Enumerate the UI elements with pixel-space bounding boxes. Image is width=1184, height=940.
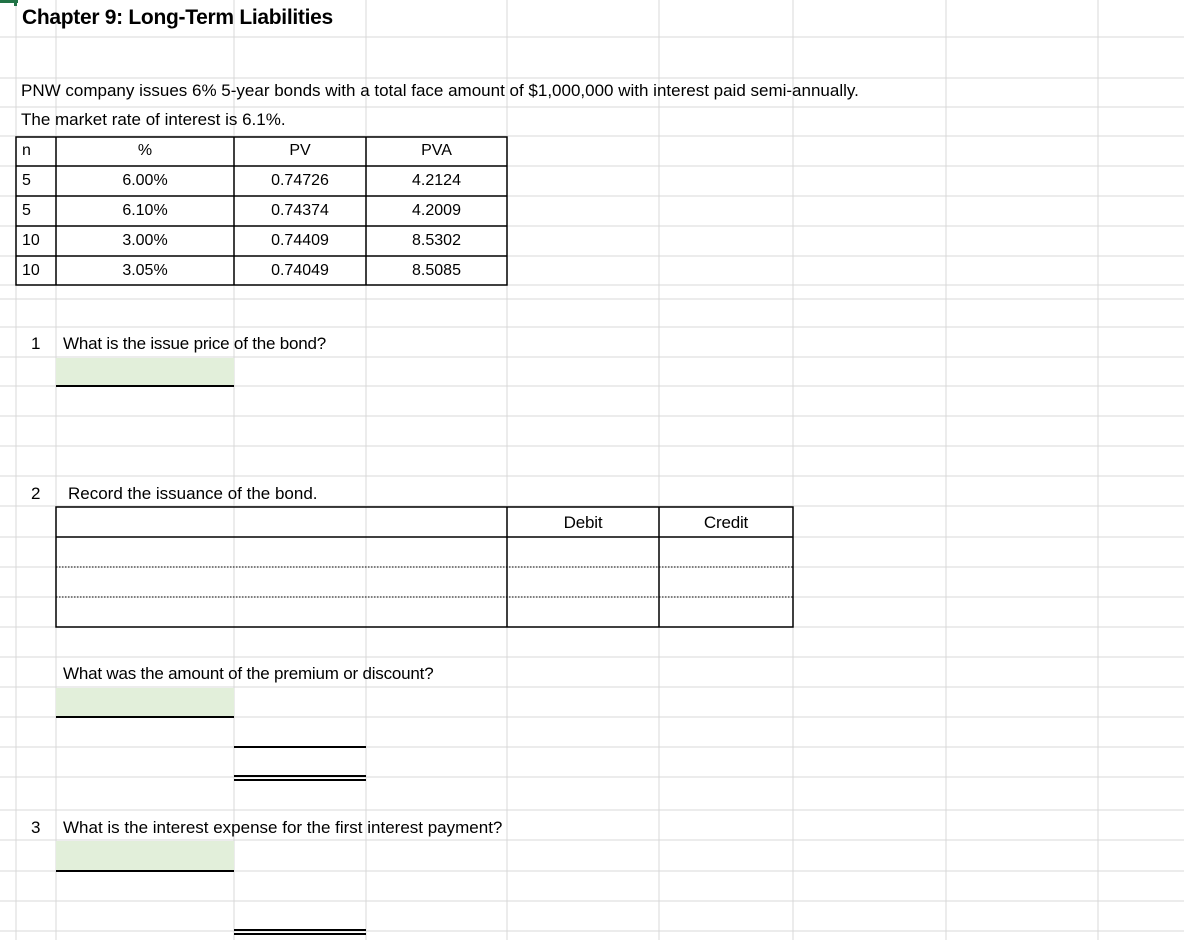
question-2-text: Record the issuance of the bond. [68,484,318,503]
table-cell-pva: 8.5302 [412,232,461,249]
journal-credit-cell[interactable] [660,538,792,566]
table-cell-n: 10 [22,262,40,279]
interest-expense-underline [56,870,234,872]
final-double-underline-bottom [234,933,366,935]
table-cell-pv: 0.74049 [271,262,329,279]
journal-account-cell[interactable] [57,598,506,626]
question-1-text: What is the issue price of the bond? [63,334,327,353]
total-double-underline-top [234,775,366,777]
premium-discount-answer-cell[interactable] [56,688,234,716]
table-cell-pva: 4.2009 [412,202,461,219]
question-3-text: What is the interest expense for the first interest payment? [63,818,503,837]
table-cell-rate: 6.10% [122,202,168,219]
table-header-n: n [22,142,31,159]
table-header-rate: % [137,142,153,159]
table-cell-pv: 0.74409 [271,232,329,249]
journal-credit-cell[interactable] [660,598,792,626]
table-cell-rate: 3.05% [122,262,168,279]
journal-debit-cell[interactable] [508,568,658,596]
table-header-pva: PVA [421,142,452,159]
table-cell-rate: 6.00% [122,172,168,189]
intro-line-1: PNW company issues 6% 5-year bonds with a total face amount of $1,000,000 with interest paid semi-annually. [21,81,859,100]
table-cell-n: 5 [22,172,31,189]
journal-debit-cell[interactable] [508,538,658,566]
credit-header: Credit [703,513,749,532]
table-cell-n: 5 [22,202,31,219]
total-double-underline-bottom [234,779,366,781]
question-2b-text: What was the amount of the premium or discount? [63,664,434,683]
premium-discount-underline [56,716,234,718]
table-cell-pv: 0.74374 [271,202,329,219]
question-1-number: 1 [31,334,41,353]
table-cell-pva: 8.5085 [412,262,461,279]
table-cell-pva: 4.2124 [412,172,461,189]
table-cell-pv: 0.74726 [271,172,329,189]
journal-account-cell[interactable] [57,568,506,596]
subtotal-underline [234,746,366,748]
table-header-pv: PV [289,142,311,159]
journal-credit-cell[interactable] [660,568,792,596]
debit-header: Debit [563,513,603,532]
interest-expense-answer-cell[interactable] [56,841,234,870]
journal-debit-cell[interactable] [508,598,658,626]
page-title: Chapter 9: Long-Term Liabilities [22,6,333,29]
intro-line-2: The market rate of interest is 6.1%. [21,110,286,129]
question-2-number: 2 [31,484,41,503]
journal-account-cell[interactable] [57,538,506,566]
table-cell-rate: 3.00% [122,232,168,249]
table-cell-n: 10 [22,232,40,249]
final-double-underline-top [234,929,366,931]
question-3-number: 3 [31,818,41,837]
